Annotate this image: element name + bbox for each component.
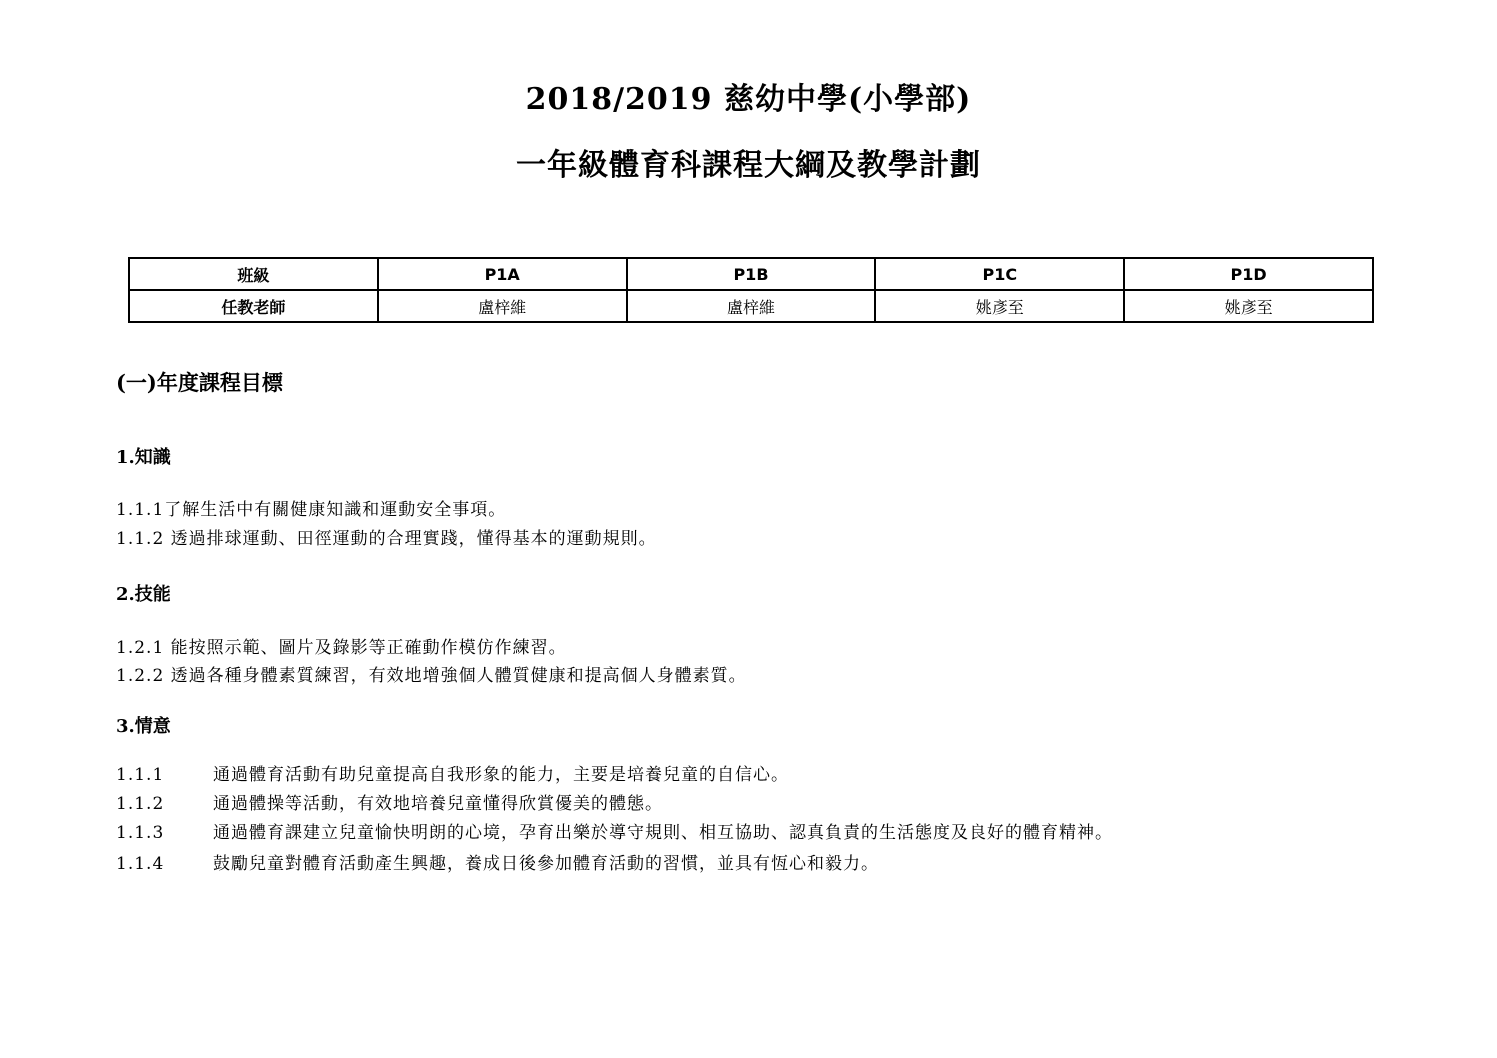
item-text: 通過體操等活動，有效地培養兒童懂得欣賞優美的體態。	[213, 794, 663, 814]
list-item	[116, 661, 747, 686]
item-number: 1.1.4	[116, 854, 165, 874]
table-header-cell: P1C	[875, 258, 1124, 290]
table-cell: 姚彥至	[1124, 290, 1373, 322]
list-item	[116, 495, 506, 520]
table-row-label: 任教老師	[129, 290, 378, 322]
item-number: 1.2.2	[116, 666, 165, 686]
item-text: 通過體育活動有助兒童提高自我形象的能力，主要是培養兒童的自信心。	[213, 765, 789, 785]
teacher-table	[128, 257, 1374, 323]
affect-heading: 3.情意	[116, 716, 171, 737]
list-item	[116, 789, 663, 814]
item-number: 1.1.2	[116, 529, 165, 549]
item-text: 了解生活中有關健康知識和運動安全事項。	[164, 500, 507, 520]
table-header-cell: P1A	[378, 258, 627, 290]
item-text: 通過體育課建立兒童愉快明朗的心境，孕育出樂於導守規則、相互協助、認真負責的生活態度及良好的體育精神。	[213, 823, 1113, 843]
list-item	[116, 633, 567, 658]
item-number: 1.2.1	[116, 638, 165, 658]
section-title: (一)年度課程目標	[116, 370, 283, 395]
item-text: 鼓勵兒童對體育活動產生興趣，養成日後參加體育活動的習慣，並具有恆心和毅力。	[213, 854, 879, 874]
item-number: 1.1.1	[116, 500, 165, 520]
item-number: 1.1.3	[116, 823, 165, 843]
skills-heading: 2.技能	[116, 584, 171, 605]
table-header-cell: P1D	[1124, 258, 1373, 290]
item-text: 透過排球運動、田徑運動的合理實踐，懂得基本的運動規則。	[170, 529, 657, 549]
document-subtitle: 一年級體育科課程大綱及教學計劃	[516, 148, 981, 183]
list-item	[116, 524, 657, 549]
document-title: 2018/2019 慈幼中學(小學部)	[525, 82, 972, 117]
table-header-cell: 班級	[129, 258, 378, 290]
item-number: 1.1.1	[116, 765, 165, 785]
table-cell: 盧梓維	[627, 290, 876, 322]
list-item	[116, 849, 879, 874]
table-header-cell: P1B	[627, 258, 876, 290]
list-item	[116, 760, 789, 785]
list-item	[116, 818, 1113, 843]
item-text: 能按照示範、圖片及錄影等正確動作模仿作練習。	[170, 638, 567, 658]
knowledge-heading: 1.知識	[116, 447, 171, 468]
table-cell: 盧梓維	[378, 290, 627, 322]
item-number: 1.1.2	[116, 794, 165, 814]
table-row	[129, 290, 1373, 322]
table-header-row	[129, 258, 1373, 290]
table-cell: 姚彥至	[875, 290, 1124, 322]
item-text: 透過各種身體素質練習，有效地增強個人體質健康和提高個人身體素質。	[170, 666, 747, 686]
